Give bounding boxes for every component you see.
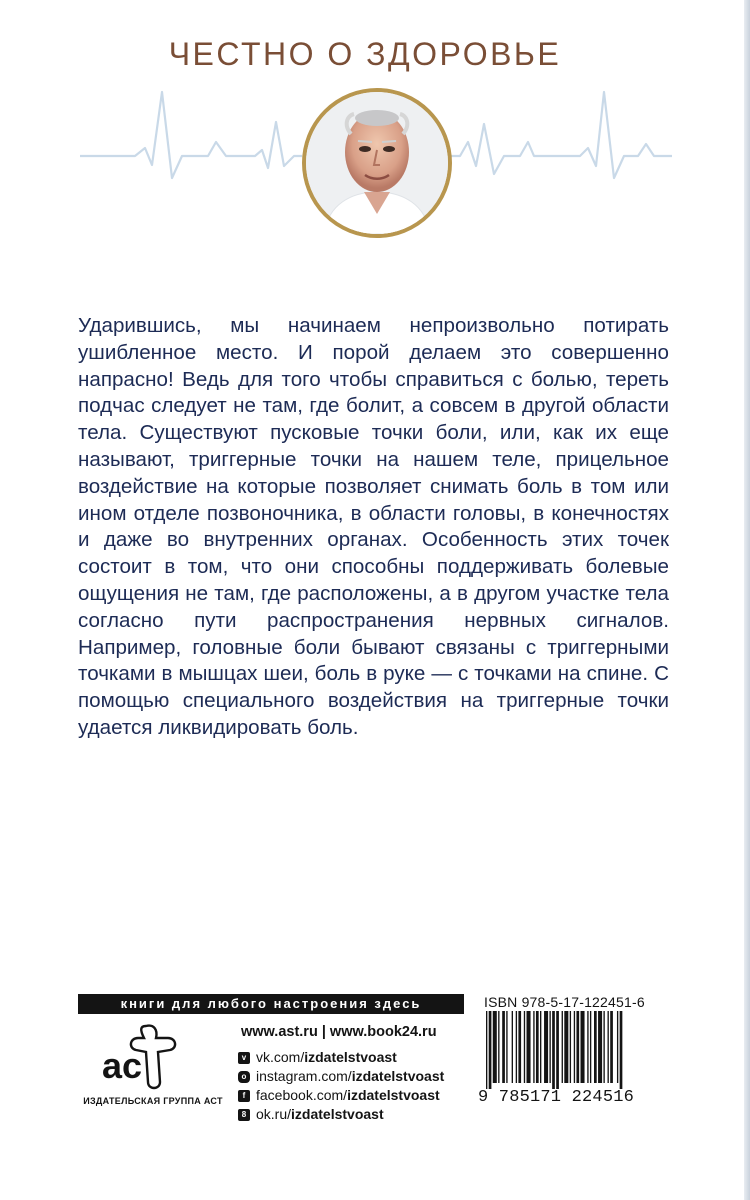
barcode-bar bbox=[486, 1011, 487, 1089]
social-handle: izdatelstvoast bbox=[347, 1087, 440, 1103]
barcode-bar bbox=[493, 1011, 497, 1083]
barcode-bar bbox=[587, 1011, 588, 1083]
barcode-bar bbox=[544, 1011, 548, 1083]
publisher-sites: www.ast.ru | www.book24.ru bbox=[241, 1024, 437, 1040]
barcode-bar bbox=[518, 1011, 521, 1083]
barcode-bar bbox=[620, 1011, 623, 1089]
instagram-icon: o bbox=[238, 1071, 250, 1083]
social-link-instagram[interactable] bbox=[238, 1067, 444, 1086]
barcode-bar bbox=[552, 1011, 555, 1089]
social-link-vk[interactable] bbox=[238, 1048, 444, 1067]
social-prefix: ok.ru/ bbox=[256, 1106, 292, 1122]
barcode-bar bbox=[549, 1011, 550, 1083]
barcode-bar bbox=[594, 1011, 597, 1083]
annotation-text: Ударившись, мы начинаем непроизвольно потирать ушибленное место. И порой делаем это совершенно напрасно! Ведь для того чтобы справиться с болью, тереть подчас следует не там, где болит, а совсем в другой области тела. Существуют пусковые точки боли, или, как их еще называют, триггерные точки на нашем теле, прицельное воздействие на которые позволяет снимать боль в том или ином отделе позвоночника, в области головы, в конечностях и даже во внутренних органах. Особенность этих точек состоит в том, что они способны поддерживать болевые ощущения не там, где расположены, а в другом участке тела согласно пути распространения нервных сигналов. Например, головные боли бывают связаны с триггерными точками в мышцах шеи, боль в руке — с точками на спине. С помощью специального воздействия на триггерные точки удается ликвидировать боль. bbox=[78, 314, 669, 739]
barcode-bar bbox=[516, 1011, 517, 1083]
barcode-bar bbox=[562, 1011, 563, 1083]
social-handle: izdatelstvoast bbox=[304, 1049, 397, 1065]
social-links bbox=[238, 1048, 444, 1124]
ok-icon: 8 bbox=[238, 1109, 250, 1121]
barcode-bar bbox=[574, 1011, 575, 1083]
barcode-bar bbox=[608, 1011, 609, 1083]
facebook-icon: f bbox=[238, 1090, 250, 1102]
barcode-bar bbox=[617, 1011, 618, 1083]
social-handle: izdatelstvoast bbox=[291, 1106, 384, 1122]
vk-icon: v bbox=[238, 1052, 250, 1064]
social-prefix: instagram.com/ bbox=[256, 1068, 352, 1084]
barcode-bar bbox=[524, 1011, 525, 1083]
svg-text:ac: ac bbox=[102, 1045, 143, 1086]
barcode-bar bbox=[590, 1011, 591, 1083]
author-photo-icon bbox=[306, 92, 448, 234]
barcode-bar bbox=[489, 1011, 492, 1089]
social-handle: izdatelstvoast bbox=[351, 1068, 445, 1084]
social-prefix: facebook.com/ bbox=[256, 1087, 348, 1103]
social-prefix: vk.com/ bbox=[256, 1049, 305, 1065]
barcode-bar bbox=[540, 1011, 541, 1083]
cover-edge bbox=[744, 0, 750, 1200]
barcode-bar bbox=[533, 1011, 534, 1083]
social-link-ok[interactable] bbox=[238, 1105, 444, 1124]
tagline-bar: книги для любого настроения здесь bbox=[78, 994, 464, 1014]
barcode-bar bbox=[498, 1011, 499, 1083]
barcode-bar bbox=[598, 1011, 602, 1083]
barcode-bar bbox=[512, 1011, 513, 1083]
barcode-bar bbox=[564, 1011, 568, 1083]
barcode-bar bbox=[556, 1011, 559, 1089]
barcode-bar bbox=[603, 1011, 604, 1083]
barcode-bar bbox=[506, 1011, 507, 1083]
ast-logo-icon bbox=[98, 1022, 188, 1090]
barcode-bar bbox=[581, 1011, 585, 1083]
barcode-bar bbox=[527, 1011, 531, 1083]
barcode-bar bbox=[536, 1011, 539, 1083]
barcode-bar bbox=[610, 1011, 613, 1083]
social-link-facebook[interactable] bbox=[238, 1086, 444, 1105]
isbn-barcode bbox=[484, 1011, 664, 1089]
isbn-label: ISBN 978-5-17-122451-6 bbox=[484, 994, 645, 1010]
publisher-imprint: ИЗДАТЕЛЬСКАЯ ГРУППА АСТ bbox=[83, 1096, 223, 1106]
series-title: ЧЕСТНО О ЗДОРОВЬЕ bbox=[168, 36, 562, 72]
barcode-bar bbox=[502, 1011, 505, 1083]
barcode-digits: 9 785171 224516 bbox=[478, 1088, 635, 1107]
barcode-bar bbox=[570, 1011, 571, 1083]
author-portrait bbox=[302, 88, 452, 238]
barcode-bar bbox=[576, 1011, 579, 1083]
